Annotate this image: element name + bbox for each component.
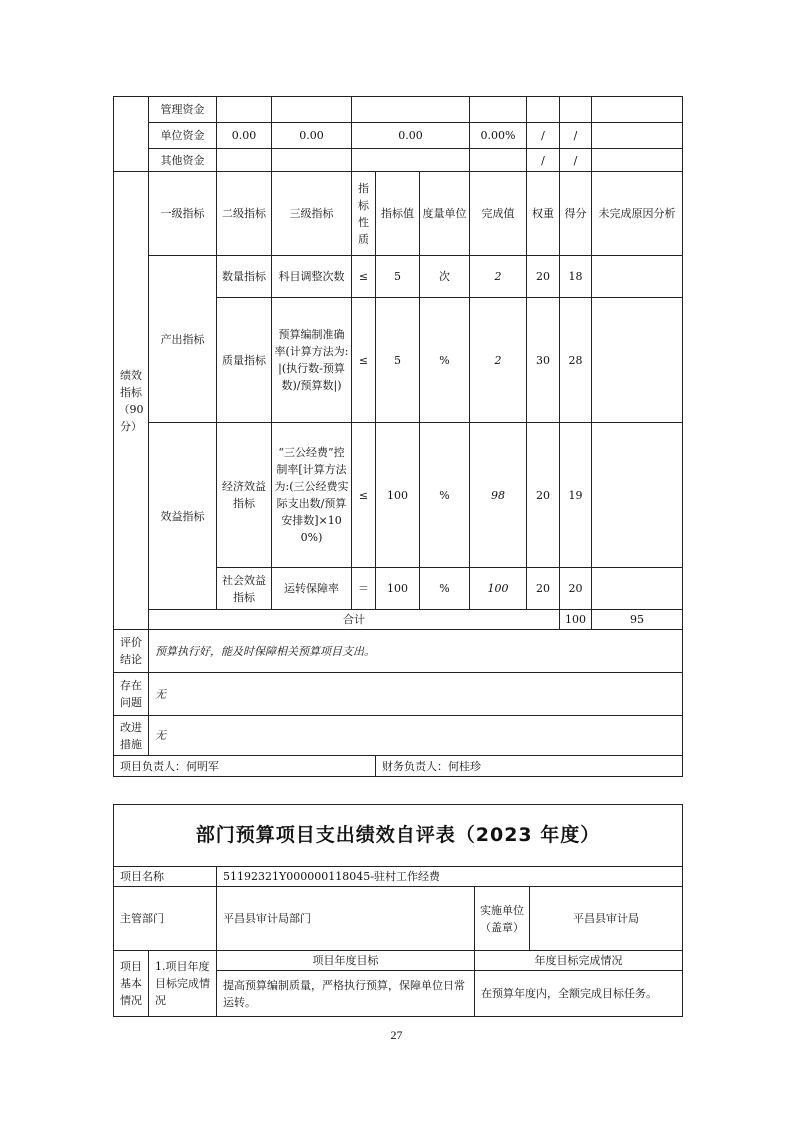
funding-blank-cell (114, 97, 149, 172)
row3-unit: % (420, 568, 470, 610)
row3-value: 100 (376, 568, 420, 610)
dept-value: 平昌县审计局部门 (217, 887, 475, 951)
header-unit: 度量单位 (420, 172, 470, 256)
header-score: 得分 (560, 172, 592, 256)
header-level1: 一级指标 (149, 172, 217, 256)
row2-weight: 20 (527, 423, 560, 568)
row2-score: 19 (560, 423, 592, 568)
row1-value: 5 (376, 298, 420, 423)
header-level3: 三级指标 (272, 172, 352, 256)
project-name-label: 项目名称 (114, 867, 217, 887)
form-title: 部门预算项目支出绩效自评表（2023 年度） (114, 805, 683, 867)
problems-label: 存在问题 (114, 673, 149, 716)
row2-done: 98 (470, 423, 527, 568)
page-number: 27 (390, 1028, 403, 1042)
row3-weight: 20 (527, 568, 560, 610)
done-text: 在预算年度内，全额完成目标任务。 (475, 971, 683, 1017)
row0-value: 5 (376, 256, 420, 298)
other-funds-slash-2: / (560, 149, 592, 172)
unit-funds-percent: 0.00% (470, 123, 527, 149)
unit-funds-slash-1: / (527, 123, 560, 149)
indicators-section-label: 绩效指标（90分） (114, 172, 149, 630)
conclusion-text: 预算执行好，能及时保障相关预算项目支出。 (149, 630, 683, 673)
row0-done: 2 (470, 256, 527, 298)
mgmt-funds-label: 管理资金 (149, 97, 217, 123)
other-funds-label: 其他资金 (149, 149, 217, 172)
output-indicator-label: 产出指标 (149, 256, 217, 423)
header-nature: 指标性质 (352, 172, 376, 256)
project-responsible: 项目负责人：何明军 (114, 756, 376, 777)
row0-level3: 科目调整次数 (272, 256, 352, 298)
conclusion-label: 评价结论 (114, 630, 149, 673)
impl-unit-label: 实施单位（盖章） (475, 887, 530, 951)
row2-level2: 经济效益指标 (217, 423, 272, 568)
total-score: 95 (592, 610, 683, 630)
row1-level2: 质量指标 (217, 298, 272, 423)
improve-text: 无 (149, 716, 683, 756)
benefit-indicator-label: 效益指标 (149, 423, 217, 610)
self-evaluation-form (113, 804, 683, 1017)
row1-unit: % (420, 298, 470, 423)
basic-info-label: 项目基本情况 (114, 951, 149, 1017)
unit-funds-value-3: 0.00 (352, 123, 470, 149)
improve-label: 改进措施 (114, 716, 149, 756)
other-funds-slash-1: / (527, 149, 560, 172)
row1-score: 28 (560, 298, 592, 423)
row0-nature: ≤ (352, 256, 376, 298)
performance-table (113, 96, 683, 777)
row2-nature: ≤ (352, 423, 376, 568)
header-value: 指标值 (376, 172, 420, 256)
row0-weight: 20 (527, 256, 560, 298)
header-reason: 未完成原因分析 (592, 172, 683, 256)
row1-level3: 预算编制准确率(计算方法为:|(执行数-预算数)/预算数|) (272, 298, 352, 423)
header-level2: 二级指标 (217, 172, 272, 256)
goal-column-header: 项目年度目标 (217, 951, 475, 971)
header-done: 完成值 (470, 172, 527, 256)
unit-funds-slash-2: / (560, 123, 592, 149)
row3-level3: 运转保障率 (272, 568, 352, 610)
total-weight: 100 (560, 610, 592, 630)
header-weight: 权重 (527, 172, 560, 256)
row0-unit: 次 (420, 256, 470, 298)
row2-unit: % (420, 423, 470, 568)
row3-done: 100 (470, 568, 527, 610)
finance-responsible: 财务负责人：何桂珍 (376, 756, 683, 777)
dept-label: 主管部门 (114, 887, 217, 951)
row2-level3: “三公经费”控制率[计算方法为:(三公经费实际支出数/预算安排数]×100%) (272, 423, 352, 568)
row3-level2: 社会效益指标 (217, 568, 272, 610)
row1-done: 2 (470, 298, 527, 423)
goal-text: 提高预算编制质量，严格执行预算，保障单位日常运转。 (217, 971, 475, 1017)
row3-nature: ＝ (352, 568, 376, 610)
problems-text: 无 (149, 673, 683, 716)
done-column-header: 年度目标完成情况 (475, 951, 683, 971)
row0-level2: 数量指标 (217, 256, 272, 298)
unit-funds-value-2: 0.00 (272, 123, 352, 149)
annual-goal-label: 1.项目年度目标完成情况 (149, 951, 217, 1017)
row1-weight: 30 (527, 298, 560, 423)
row0-score: 18 (560, 256, 592, 298)
unit-funds-value-1: 0.00 (217, 123, 272, 149)
row3-score: 20 (560, 568, 592, 610)
impl-unit-value: 平昌县审计局 (530, 887, 683, 951)
row2-value: 100 (376, 423, 420, 568)
unit-funds-label: 单位资金 (149, 123, 217, 149)
row1-nature: ≤ (352, 298, 376, 423)
total-label: 合计 (149, 610, 560, 630)
project-name-value: 51192321Y000000118045-驻村工作经费 (217, 867, 683, 887)
